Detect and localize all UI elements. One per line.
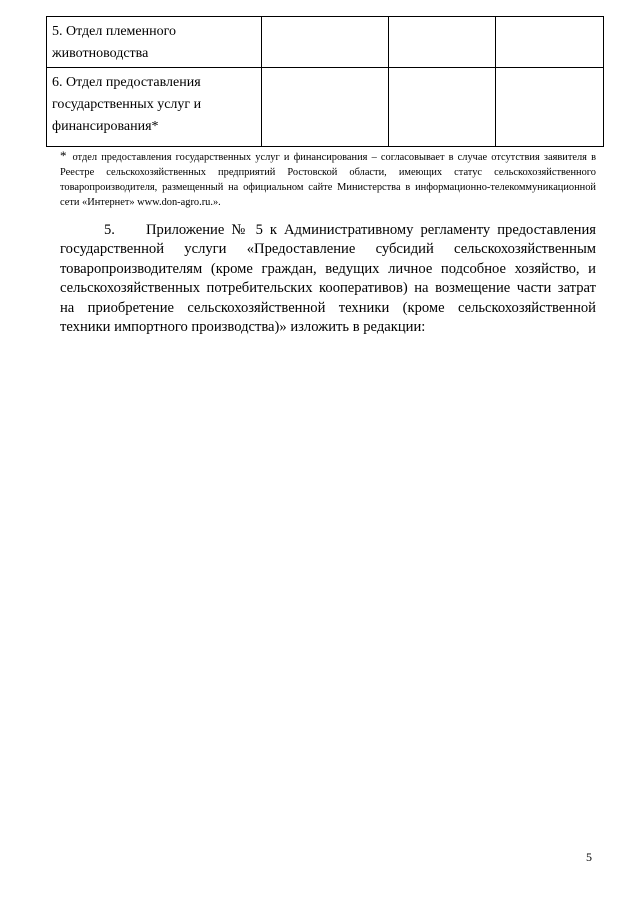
paragraph-text: Приложение № 5 к Административному регламенту предоставления государственной услуги «Предоставление субсидий сельскохозяйственным товаропроизводителям (кроме граждан, ведущих личное подсобное хозяйство, и сельскохозяйственных потребительских кооперативов) на возмещение части затрат на приобретение сельскохозяйственной техники (кроме сельскохозяйственной техники импортного производства)» изложить в редакции: [60,222,596,336]
footnote-text: отдел предоставления государственных услуг и финансирования – согласовывает в случае отсутствия заявителя в Реестре сельскохозяйственных предприятий Ростовской области, имеющих статус сельскохозяйственного товаропроизводителя, размещенный на официальном сайте Министерства в информационно-телекоммуникационной сети «Интернет» www.don-agro.ru.». [60,152,596,208]
department-cell: 6. Отдел предоставления государственных услуг и финансирования* [47,68,262,147]
page-number: 5 [586,850,592,864]
department-cell: 5. Отдел племенного животноводства [47,17,262,68]
table-row [47,17,604,68]
table-cell [389,68,496,147]
table-row [47,68,604,147]
footnote [60,148,596,210]
table-cell [262,68,389,147]
table-cell [496,68,604,147]
numbered-paragraph [60,221,596,337]
table-cell [389,17,496,68]
table-cell [496,17,604,68]
footnote-mark: * [60,148,67,163]
table-cell [262,17,389,68]
approval-table [46,16,604,147]
paragraph-number: 5. [104,222,115,238]
